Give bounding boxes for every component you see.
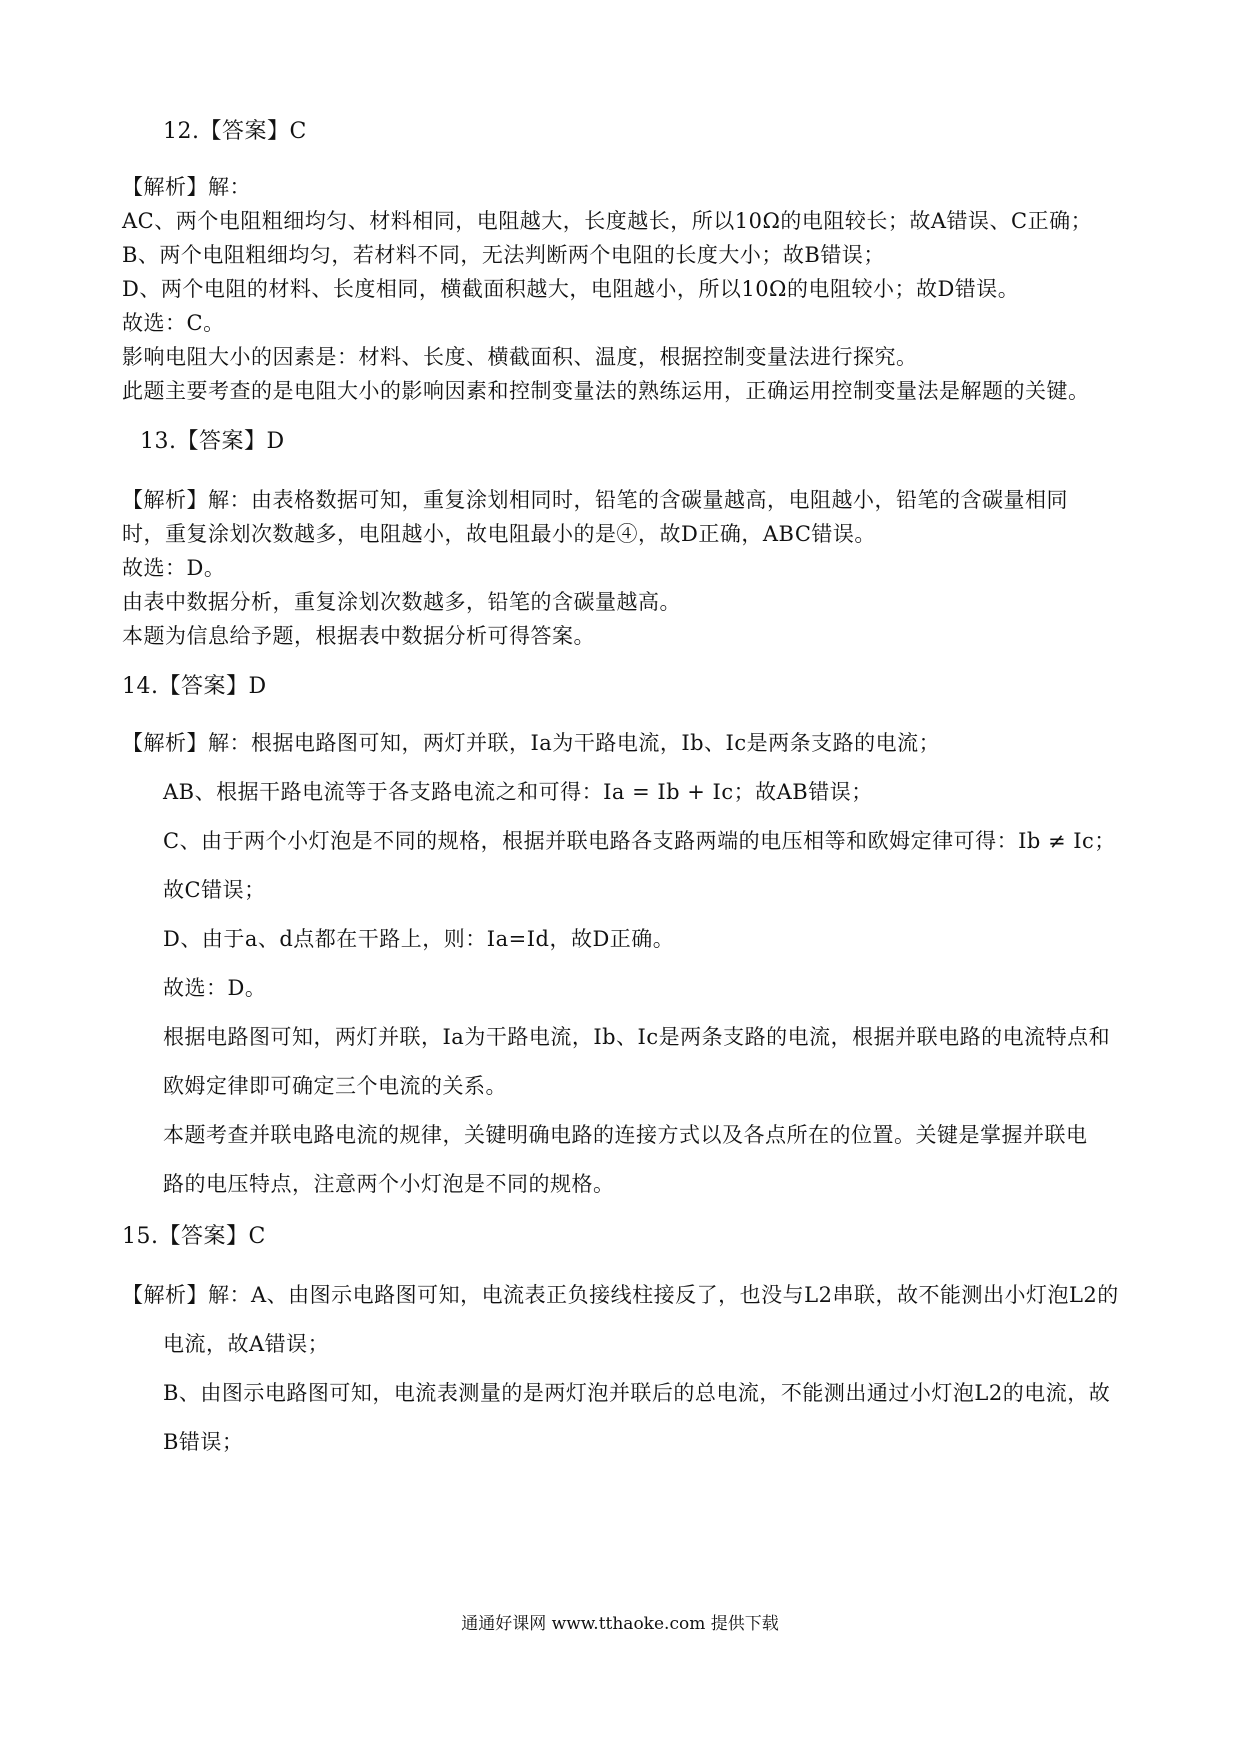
q14-line-10: 路的电压特点，注意两个小灯泡是不同的规格。 (163, 1172, 615, 1196)
q12-line-4: 故选：C。 (122, 311, 225, 335)
q14-line-4: 故C错误； (163, 878, 266, 902)
q12-line-5: 影响电阻大小的因素是：材料、长度、横截面积、温度，根据控制变量法进行探究。 (122, 345, 918, 369)
q14-line-1: 【解析】解：根据电路图可知，两灯并联，Ia为干路电流，Ib、Ic是两条支路的电流； (122, 731, 941, 755)
q14-line-3: C、由于两个小灯泡是不同的规格，根据并联电路各支路两端的电压相等和欧姆定律可得：Ib ≠ Ic； (163, 829, 1116, 853)
q15-answer: 15.【答案】C (122, 1224, 266, 1249)
q13-line-4: 由表中数据分析，重复涂划次数越多，铅笔的含碳量越高。 (122, 590, 681, 614)
q15-line-2: 电流，故A错误； (163, 1332, 330, 1356)
q12-analysis-head: 【解析】解： (122, 175, 251, 199)
q13-line-2: 时，重复涂划次数越多，电阻越小，故电阻最小的是④，故D正确，ABC错误。 (122, 522, 876, 546)
q13-line-3: 故选：D。 (122, 556, 226, 580)
q14-line-7: 根据电路图可知，两灯并联，Ia为干路电流，Ib、Ic是两条支路的电流，根据并联电路的电流特点和 (163, 1025, 1111, 1049)
q14-line-6: 故选：D。 (163, 976, 267, 1000)
q12-line-2: B、两个电阻粗细均匀，若材料不同，无法判断两个电阻的长度大小；故B错误； (122, 243, 885, 267)
q13-line-5: 本题为信息给予题，根据表中数据分析可得答案。 (122, 624, 595, 648)
q14-line-8: 欧姆定律即可确定三个电流的关系。 (163, 1074, 507, 1098)
q14-answer: 14.【答案】D (122, 674, 267, 699)
q14-line-9: 本题考查并联电路电流的规律，关键明确电路的连接方式以及各点所在的位置。关键是掌握并联电 (163, 1123, 1088, 1147)
q15-line-1: 【解析】解：A、由图示电路图可知，电流表正负接线柱接反了，也没与L2串联，故不能测出小灯泡L2的 (122, 1283, 1119, 1307)
q12-line-6: 此题主要考查的是电阻大小的影响因素和控制变量法的熟练运用，正确运用控制变量法是解题的关键。 (122, 379, 1090, 403)
q14-line-2: AB、根据干路电流等于各支路电流之和可得：Ia = Ib + Ic；故AB错误； (163, 780, 873, 804)
q15-line-3: B、由图示电路图可知，电流表测量的是两灯泡并联后的总电流，不能测出通过小灯泡L2的电流，故 (163, 1381, 1111, 1405)
q12-line-3: D、两个电阻的材料、长度相同，横截面积越大，电阻越小，所以10Ω的电阻较小；故D错误。 (122, 277, 1020, 301)
page-footer: 通通好课网 www.tthaoke.com 提供下载 (461, 1614, 779, 1634)
q15-line-4: B错误； (163, 1430, 244, 1454)
q14-line-5: D、由于a、d点都在干路上，则：Ia=Id，故D正确。 (163, 927, 675, 951)
q13-line-1: 【解析】解：由表格数据可知，重复涂划相同时，铅笔的含碳量越高，电阻越小，铅笔的含碳量相同 (122, 488, 1068, 512)
q12-line-1: AC、两个电阻粗细均匀、材料相同，电阻越大，长度越长，所以10Ω的电阻较长；故A错误、C正确； (122, 209, 1093, 233)
q12-answer: 12.【答案】C (163, 119, 307, 144)
q13-answer: 13.【答案】D (140, 429, 285, 454)
